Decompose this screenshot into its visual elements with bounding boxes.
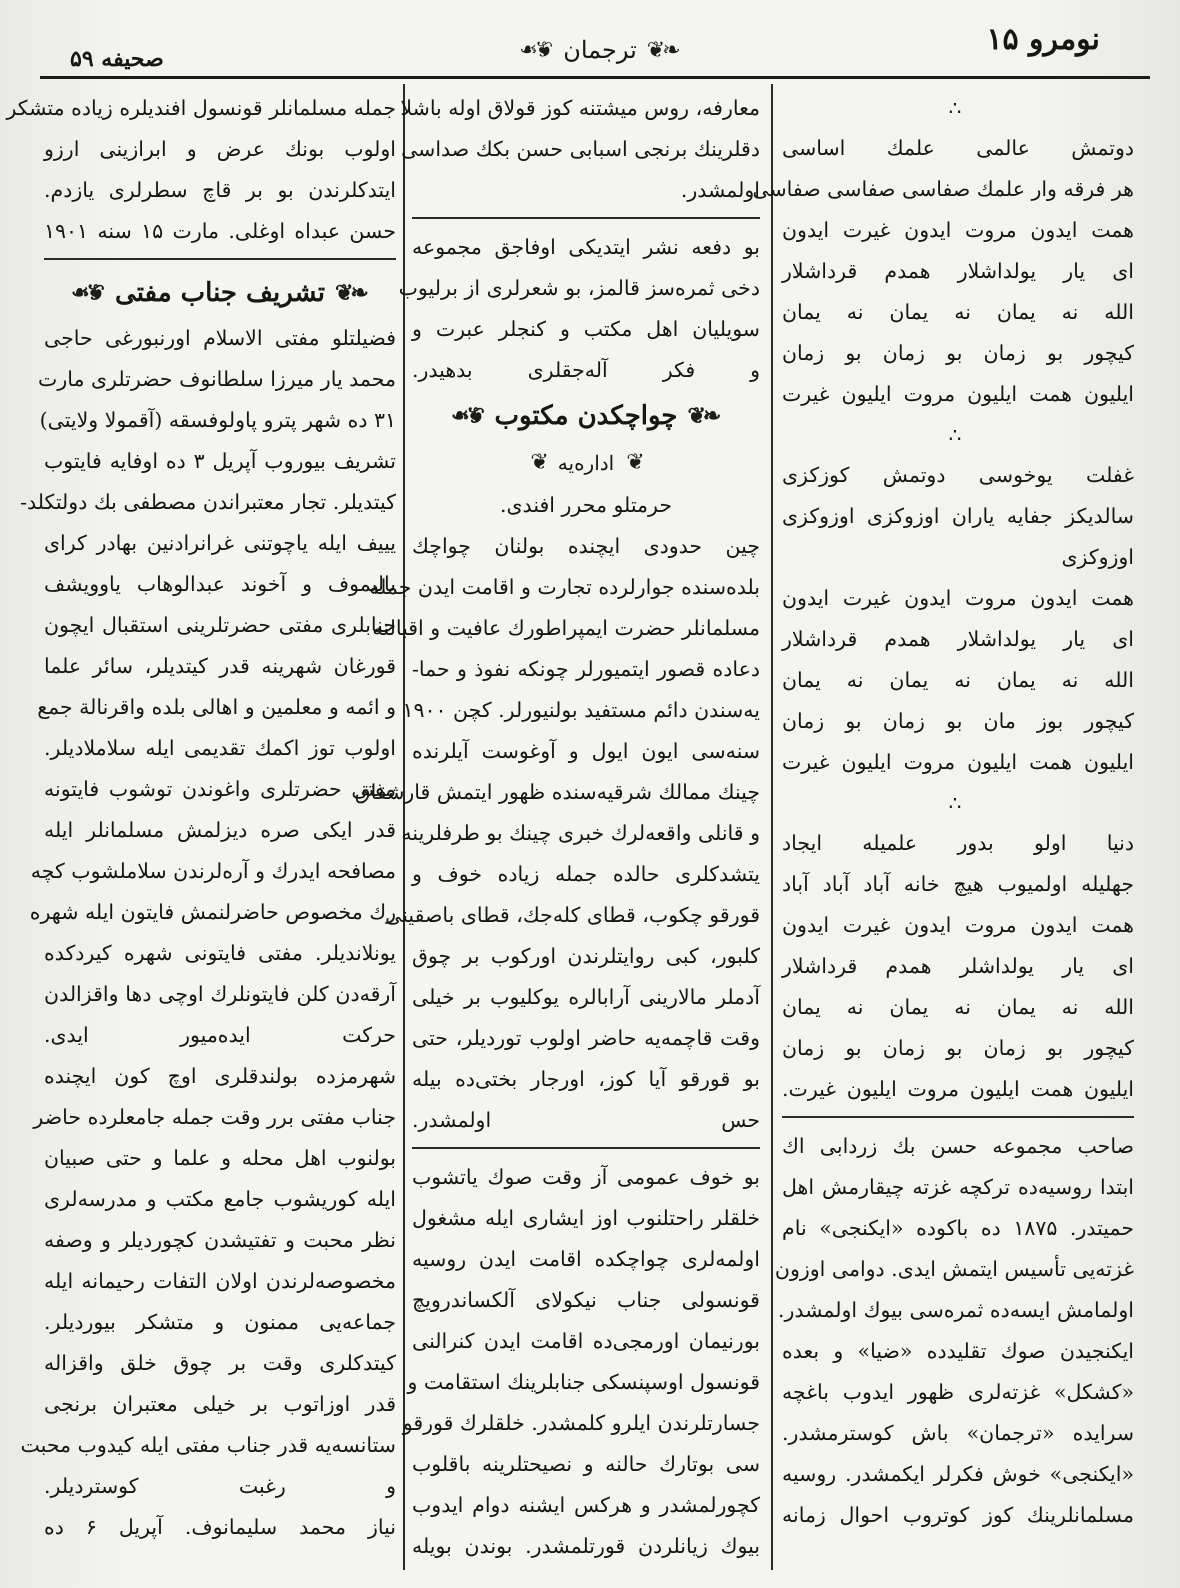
text-line: سرایده «ترجمان» باش کوسترمشدر.: [782, 1421, 1134, 1445]
text-line: اولوب توز اکمك تقدیمی ایله سلاملادیلر.: [44, 736, 396, 760]
text-line: فضیلتلو مفتی الاسلام اورنبورغی حاجی: [44, 326, 396, 350]
section-stars: ∴: [948, 791, 968, 815]
column-divider: [771, 84, 773, 1570]
text-line: و فکر آله‌جقلری بدهیدر.: [412, 358, 760, 382]
text-line: دنیا اولو بدور علمیله ایجاد: [782, 831, 1134, 855]
text-line: غفلت یوخوسی دوتمش کوزکزی: [782, 463, 1134, 487]
text-line: همت ایدون مروت ایدون غیرت ایدون: [782, 218, 1134, 242]
ornament-icon: ❦: [530, 450, 546, 475]
text-line: کچورلمشدر و هرکس ایشنه دوام ایدوب: [412, 1493, 760, 1517]
article-title: چواچکدن مکتوب: [494, 401, 678, 431]
text-line: بلده‌سنده جوارلرده تجارت و اقامت ایدن جمله: [369, 575, 760, 599]
poem-stanza: [752, 128, 1134, 415]
paragraph: [402, 1157, 760, 1567]
ornament-icon: ❧❦: [646, 37, 678, 63]
poem-stanza: [782, 823, 1134, 1110]
text-line: کیچور بو زمان بو زمان بو زمان: [782, 1036, 1134, 1060]
ornament-icon: ❧❦: [687, 403, 719, 429]
text-line: بیوك زیانلردن قورتلمشدر. بوندن بویله: [412, 1534, 760, 1558]
text-line: الله نه یمان نه یمان نه یمان: [782, 300, 1134, 324]
text-line: مسلمانلر حضرت ایمپراطورك عافیت و اقبالنه: [372, 616, 760, 640]
text-line: الله نه یمان نه یمان نه یمان: [782, 668, 1134, 692]
paragraph: [354, 526, 760, 1141]
text-line: ایکنجیدن صوك تقلیدده «ضیا» و بعده: [782, 1339, 1134, 1363]
text-line: قدر اوزاتوب بر خیلی معتبران برنجی: [44, 1392, 396, 1416]
text-line: دوتمش عالمی علمك اساسی: [782, 136, 1134, 160]
text-line: ۳۱ ده شهر پترو پاولوفسقه (آقمولا ولایتی): [39, 408, 396, 432]
subheading-text: اداره‌یه: [557, 451, 615, 475]
text-line: حس اولمشدر.: [412, 1108, 760, 1132]
text-line: چین حدودی ایچنده بولنان چواچك: [412, 534, 760, 558]
text-line: یالیموف و آخوند عبدالوهاب یاوویشف: [44, 572, 396, 596]
paragraph: [6, 88, 396, 211]
page-header: [40, 12, 1160, 70]
text-line: ایلیون همت ایلیون مروت ایلیون غیرت.: [782, 1077, 1134, 1101]
text-line: اولمه‌لری چواچکده اقامت ایدن روسیه: [412, 1247, 760, 1271]
text-line: ایتدکلرندن بو بر قاچ سطرلری یازدم.: [44, 178, 396, 202]
ornament-icon: ❧❦: [74, 280, 106, 306]
paper-name: ترجمان: [563, 36, 637, 64]
article-subheading: [412, 441, 760, 485]
text-line: وقت قاچمه‌یه حاضر اولوب توردیلر، حتی: [412, 1026, 760, 1050]
column-left: [6, 88, 396, 1570]
text-line: معارفه، روس میشتنه کوز قولاق اوله باشلا: [400, 96, 760, 120]
text-line: ای یار یولداشلار همدم قرداشلار: [782, 259, 1134, 283]
text-line: قدر ایکی صره دیزلمش مسلمانلر ایله: [44, 818, 396, 842]
text-line: «کشکل» غزته‌لری ظهور ایدوب باغچه: [782, 1380, 1134, 1404]
text-line: دقلرینك برنجی اسبابی حسن بکك صداسی: [401, 137, 760, 161]
greeting: حرمتلو محرر افندی.: [500, 493, 672, 517]
text-line: تشریف بیوروب آپریل ۳ ده اوفایه فایتوب: [44, 449, 396, 473]
masthead: [522, 36, 677, 64]
text-line: سی بوتارك حالنه و نصیحتلرینه باقلوب: [412, 1452, 760, 1476]
paragraph: [20, 318, 396, 1056]
text-line: ستانسه‌یه قدر جناب مفتی ایله کیدوب محبت: [20, 1433, 396, 1457]
text-line: قورغان شهرینه قدر کیتدیلر، سائر علما: [44, 654, 396, 678]
text-line: جهلیله اولمیوب هیچ خانه آباد آباد آباد: [782, 872, 1134, 896]
text-line: قورقو چکوب، قطای کله‌جك، قطای باصقینی: [385, 903, 760, 927]
paragraph: [400, 88, 760, 211]
paragraph: [33, 1056, 396, 1343]
page-number: صحیفه ۵۹: [70, 46, 164, 72]
signature: نیاز محمد سلیمانوف. آپریل ۶ ده: [44, 1515, 396, 1539]
text-line: چینك ممالك شرقیه‌سنده ظهور ایتمش قارشقاق: [354, 780, 760, 804]
paragraph: [20, 1343, 396, 1507]
text-line: یه‌سندن دائم مستفید بولنیورلر. کچن ۱۹۰۰: [402, 698, 760, 722]
article-title: تشریف جناب مفتی: [115, 278, 325, 308]
text-line: قونسول اوسپنسکی جنابلرینك استقامت و: [407, 1370, 760, 1394]
article-heading: [412, 391, 760, 441]
text-line: دعاده قصور ایتمیورلر چونکه نفوذ و حما-: [412, 657, 760, 681]
text-line: صاحب مجموعه حسن بك زردابی اك: [782, 1134, 1134, 1158]
signature: حسن عبداه اوغلی. مارت ۱۵ سنه ۱۹۰۱: [44, 219, 396, 243]
text-line: ابتدا روسیه‌ده ترکچه غزته چیقارمش اهل: [782, 1175, 1134, 1199]
section-rule: [782, 1116, 1134, 1118]
text-line: ای یار یولداشلر همدم قرداشلار: [782, 954, 1134, 978]
text-line: ایلیون همت ایلیون مروت ایلیون غیرت: [782, 382, 1134, 406]
section-stars: ∴: [948, 96, 968, 120]
text-line: سنه‌سی ایون ایول و آوغوست آیلرنده: [412, 739, 760, 763]
text-line: اوزوکزی: [1061, 545, 1134, 569]
text-line: جماعه‌یی ممنون و متشکر بیوردیلر.: [44, 1310, 396, 1334]
text-line: یییف ایله یاچوتنی غرانرادنین بهادر کرای: [44, 531, 396, 555]
text-line: ای یار یولداشلار همدم قرداشلار: [782, 627, 1134, 651]
text-line: بو خوف عمومی آز وقت صوك یاتشوب: [412, 1165, 760, 1189]
text-line: مفتی حضرتلری واغوندن توشوب فایتونه: [44, 777, 396, 801]
text-line: قونسولی جناب نیکولای آلکساندرویچ: [412, 1288, 760, 1312]
paragraph: [774, 1126, 1135, 1536]
text-line: بولنوب اهل محله و علما و حتی صبیان: [44, 1146, 396, 1170]
issue-number: نومرو ۱۵: [986, 22, 1100, 57]
ornament-icon: ❦: [626, 450, 642, 475]
ornament-icon: ❧❦: [453, 403, 485, 429]
text-line: کلبور، کبی روایتلرندن اورکوب بر چوق: [412, 944, 760, 968]
text-line: مسلمانلرینك کوز کوتروب احوال زمانه: [782, 1503, 1134, 1527]
text-line: آرقه‌دن کلن فایتونلرك اوچی دها واقزالدن: [44, 982, 396, 1006]
section-rule: [44, 258, 396, 260]
ornament-icon: ❧❦: [334, 280, 366, 306]
text-line: هر فرقه وار علمك صفاسی صفاسی صفاسی: [752, 177, 1134, 201]
text-line: کیچور بو زمان بو زمان بو زمان: [782, 341, 1134, 365]
text-line: بو قورقو آیا کوز، اورجار بختی‌ده بیله: [412, 1067, 760, 1091]
article-heading: [44, 268, 396, 318]
text-line: جسارتلرندن ایلرو کلمشدر. خلقلرك قورقو: [402, 1411, 760, 1435]
text-line: آدملر مالارینی آرابالره یوکلیوب بر خیلی: [412, 985, 760, 1009]
text-line: اولمشدر.: [680, 178, 760, 202]
text-line: بورنیمان اورمجی‌ده اقامت ایدن کنرالنی: [412, 1329, 760, 1353]
text-line: رك مخصوص حاضرلنمش فایتون ایله شهره: [29, 900, 396, 924]
section-rule: [412, 1147, 760, 1149]
text-line: اولوب بونك عرض و ابرازینی ارزو: [44, 137, 396, 161]
text-line: غزته‌یی تأسیس ایتمش ایدی. دوامی اوزون: [774, 1257, 1134, 1281]
text-line: حرکت ایده‌میور ایدی.: [44, 1023, 396, 1047]
text-line: دخی ثمره‌سز قالمز، بو شعرلری از برلیوب: [398, 276, 760, 300]
column-middle: [354, 88, 760, 1570]
text-line: خلقلر راحتلنوب اوز ایشاری ایله مشغول: [412, 1206, 760, 1230]
text-line: یتشدکلری حالده جمله زیاده خوف و: [412, 862, 760, 886]
ornament-icon: ❧❦: [522, 37, 554, 63]
text-line: و ائمه و معلمین و اهالی بلده واقرنالة جمع: [37, 695, 396, 719]
text-line: شهرمزده بولندقلری اوچ کون ایچنده: [44, 1064, 396, 1088]
text-line: مخصوصه‌لرندن اولان التفات رحیمانه ایله: [44, 1269, 396, 1293]
text-line: ایله کوریشوب جامع مکتب و مدرسه‌لری: [44, 1187, 396, 1211]
text-line: کیتدکلری وقت بر چوق خلق واقزاله: [44, 1351, 396, 1375]
section-stars: ∴: [948, 423, 968, 447]
text-line: «ایکنجی» خوش فکرلر ایکمشدر. روسیه: [782, 1462, 1134, 1486]
header-rule: [40, 76, 1150, 79]
text-line: اولمامش ایسه‌ده ثمره‌سی بیوك اولمشدر.: [777, 1298, 1134, 1322]
text-line: کیچور بوز مان بو زمان بو زمان: [782, 709, 1134, 733]
text-line: الله نه یمان نه یمان نه یمان: [782, 995, 1134, 1019]
text-line: مصافحه ایدرك و آرەلرندن سلاملشوب کچه: [30, 859, 396, 883]
text-line: همت ایدون مروت ایدون غیرت ایدون: [782, 586, 1134, 610]
paragraph: [398, 227, 760, 391]
text-line: جمله مسلمانلر قونسول افندیلره زیاده متشکر: [6, 96, 396, 120]
text-line: جنابلری مفتی حضرتلرینی استقبال ایچون: [44, 613, 396, 637]
text-line: یونلاندیلر. مفتی فایتونی شهره کیردکده: [44, 941, 396, 965]
text-line: نظر محبت و تفتیشدن کچوردیلر و وصفه: [44, 1228, 396, 1252]
text-line: سالدیکز جفایه یاران اوزوکزی اوزوکزی: [782, 504, 1134, 528]
text-line: محمد یار میرزا سلطانوف حضرتلری مارت: [38, 367, 396, 391]
column-right: [752, 88, 1135, 1570]
text-line: و قانلی واقعه‌لرك خبری چینك بو طرفلرینه: [401, 821, 760, 845]
text-line: ایلیون همت ایلیون مروت ایلیون غیرت: [782, 750, 1134, 774]
text-line: و رغبت کوستردیلر.: [44, 1474, 396, 1498]
text-line: بو دفعه نشر ایتدیکی اوفاجق مجموعه: [412, 235, 760, 259]
section-rule: [412, 217, 760, 219]
poem-stanza: [782, 455, 1134, 783]
text-line: سویلیان اهل مکتب و کنجلر عبرت و: [412, 317, 760, 341]
text-line: همت ایدون مروت ایدون غیرت ایدون: [782, 913, 1134, 937]
text-line: کیتدیلر. تجار معتبراندن مصطفی بك دولتکلد-: [20, 490, 396, 514]
text-line: جناب مفتی برر وقت جمله جامعلرده حاضر: [33, 1105, 396, 1129]
text-line: حمیتدر. ۱۸۷۵ ده باکوده «ایکنجی» نام: [782, 1216, 1135, 1240]
